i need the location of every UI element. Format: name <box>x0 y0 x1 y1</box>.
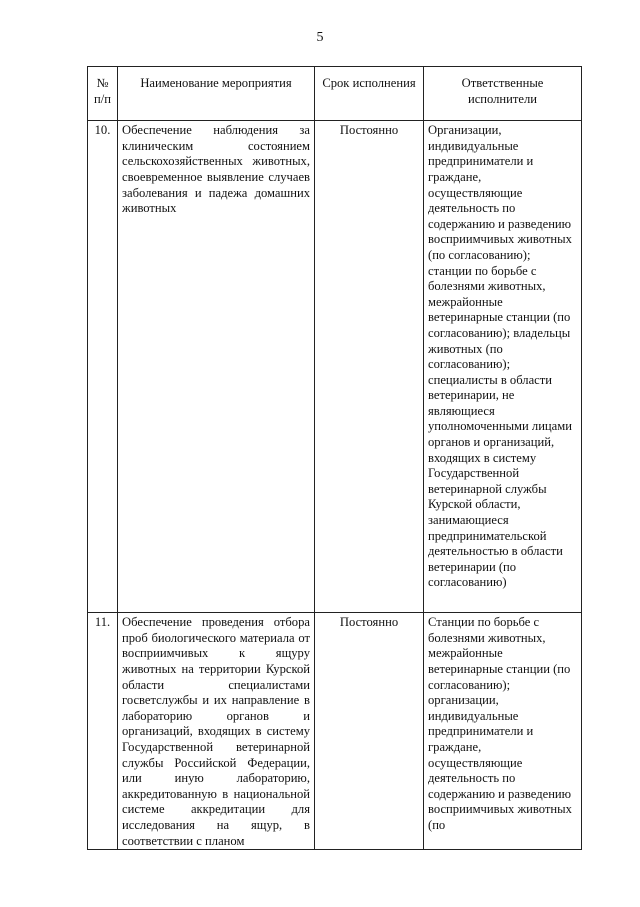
row-number: 10. <box>88 121 118 613</box>
page-number: 5 <box>316 30 324 45</box>
measure-name: Обеспечение наблюдения за клиническим состоянием сельскохозяйственных животных, своевременное выявление случаев заболевания и падежа домашних животных <box>118 121 315 613</box>
table-row <box>88 613 582 850</box>
header-name: Наименование мероприятия <box>118 67 315 121</box>
responsible: Организации, индивидуальные предприниматели и граждане, осуществляющие деятельность по содержанию и разведению восприимчивых животных (по согласованию); станции по борьбе с болезнями животных, межрайонные ветеринарные станции (по согласованию); владельцы животных (по согласованию); специалисты в области ветеринарии, не являющиеся уполномоченными лицами органов и организаций, входящих в систему Государственной ветеринарной службы Курской области, занимающиеся предпринимательской деятельностью в области ветеринарии (по согласованию) <box>424 121 582 613</box>
measure-name: Обеспечение проведения отбора проб биологического материала от восприимчивых к ящуру животных на территории Курской области специалистами госветслужбы и их направление в лабораторию органов и организаций, входящих в систему Государственной ветеринарной службы Российской Федерации, или иную лабораторию, аккредитованную в национальной системе аккредитации для исследования на ящур, в соответствии с планом <box>118 613 315 850</box>
measures-table <box>87 66 582 850</box>
table-row <box>88 121 582 613</box>
header-term: Срок исполнения <box>315 67 424 121</box>
header-responsible: Ответственные исполнители <box>424 67 582 121</box>
responsible: Станции по борьбе с болезнями животных, межрайонные ветеринарные станции (по согласованию); организации, индивидуальные предприниматели и граждане, осуществляющие деятельность по содержанию и разведению восприимчивых животных (по <box>424 613 582 850</box>
term: Постоянно <box>315 613 424 850</box>
table-header-row <box>88 67 582 121</box>
header-num: № п/п <box>88 67 118 121</box>
row-number: 11. <box>88 613 118 850</box>
term: Постоянно <box>315 121 424 613</box>
